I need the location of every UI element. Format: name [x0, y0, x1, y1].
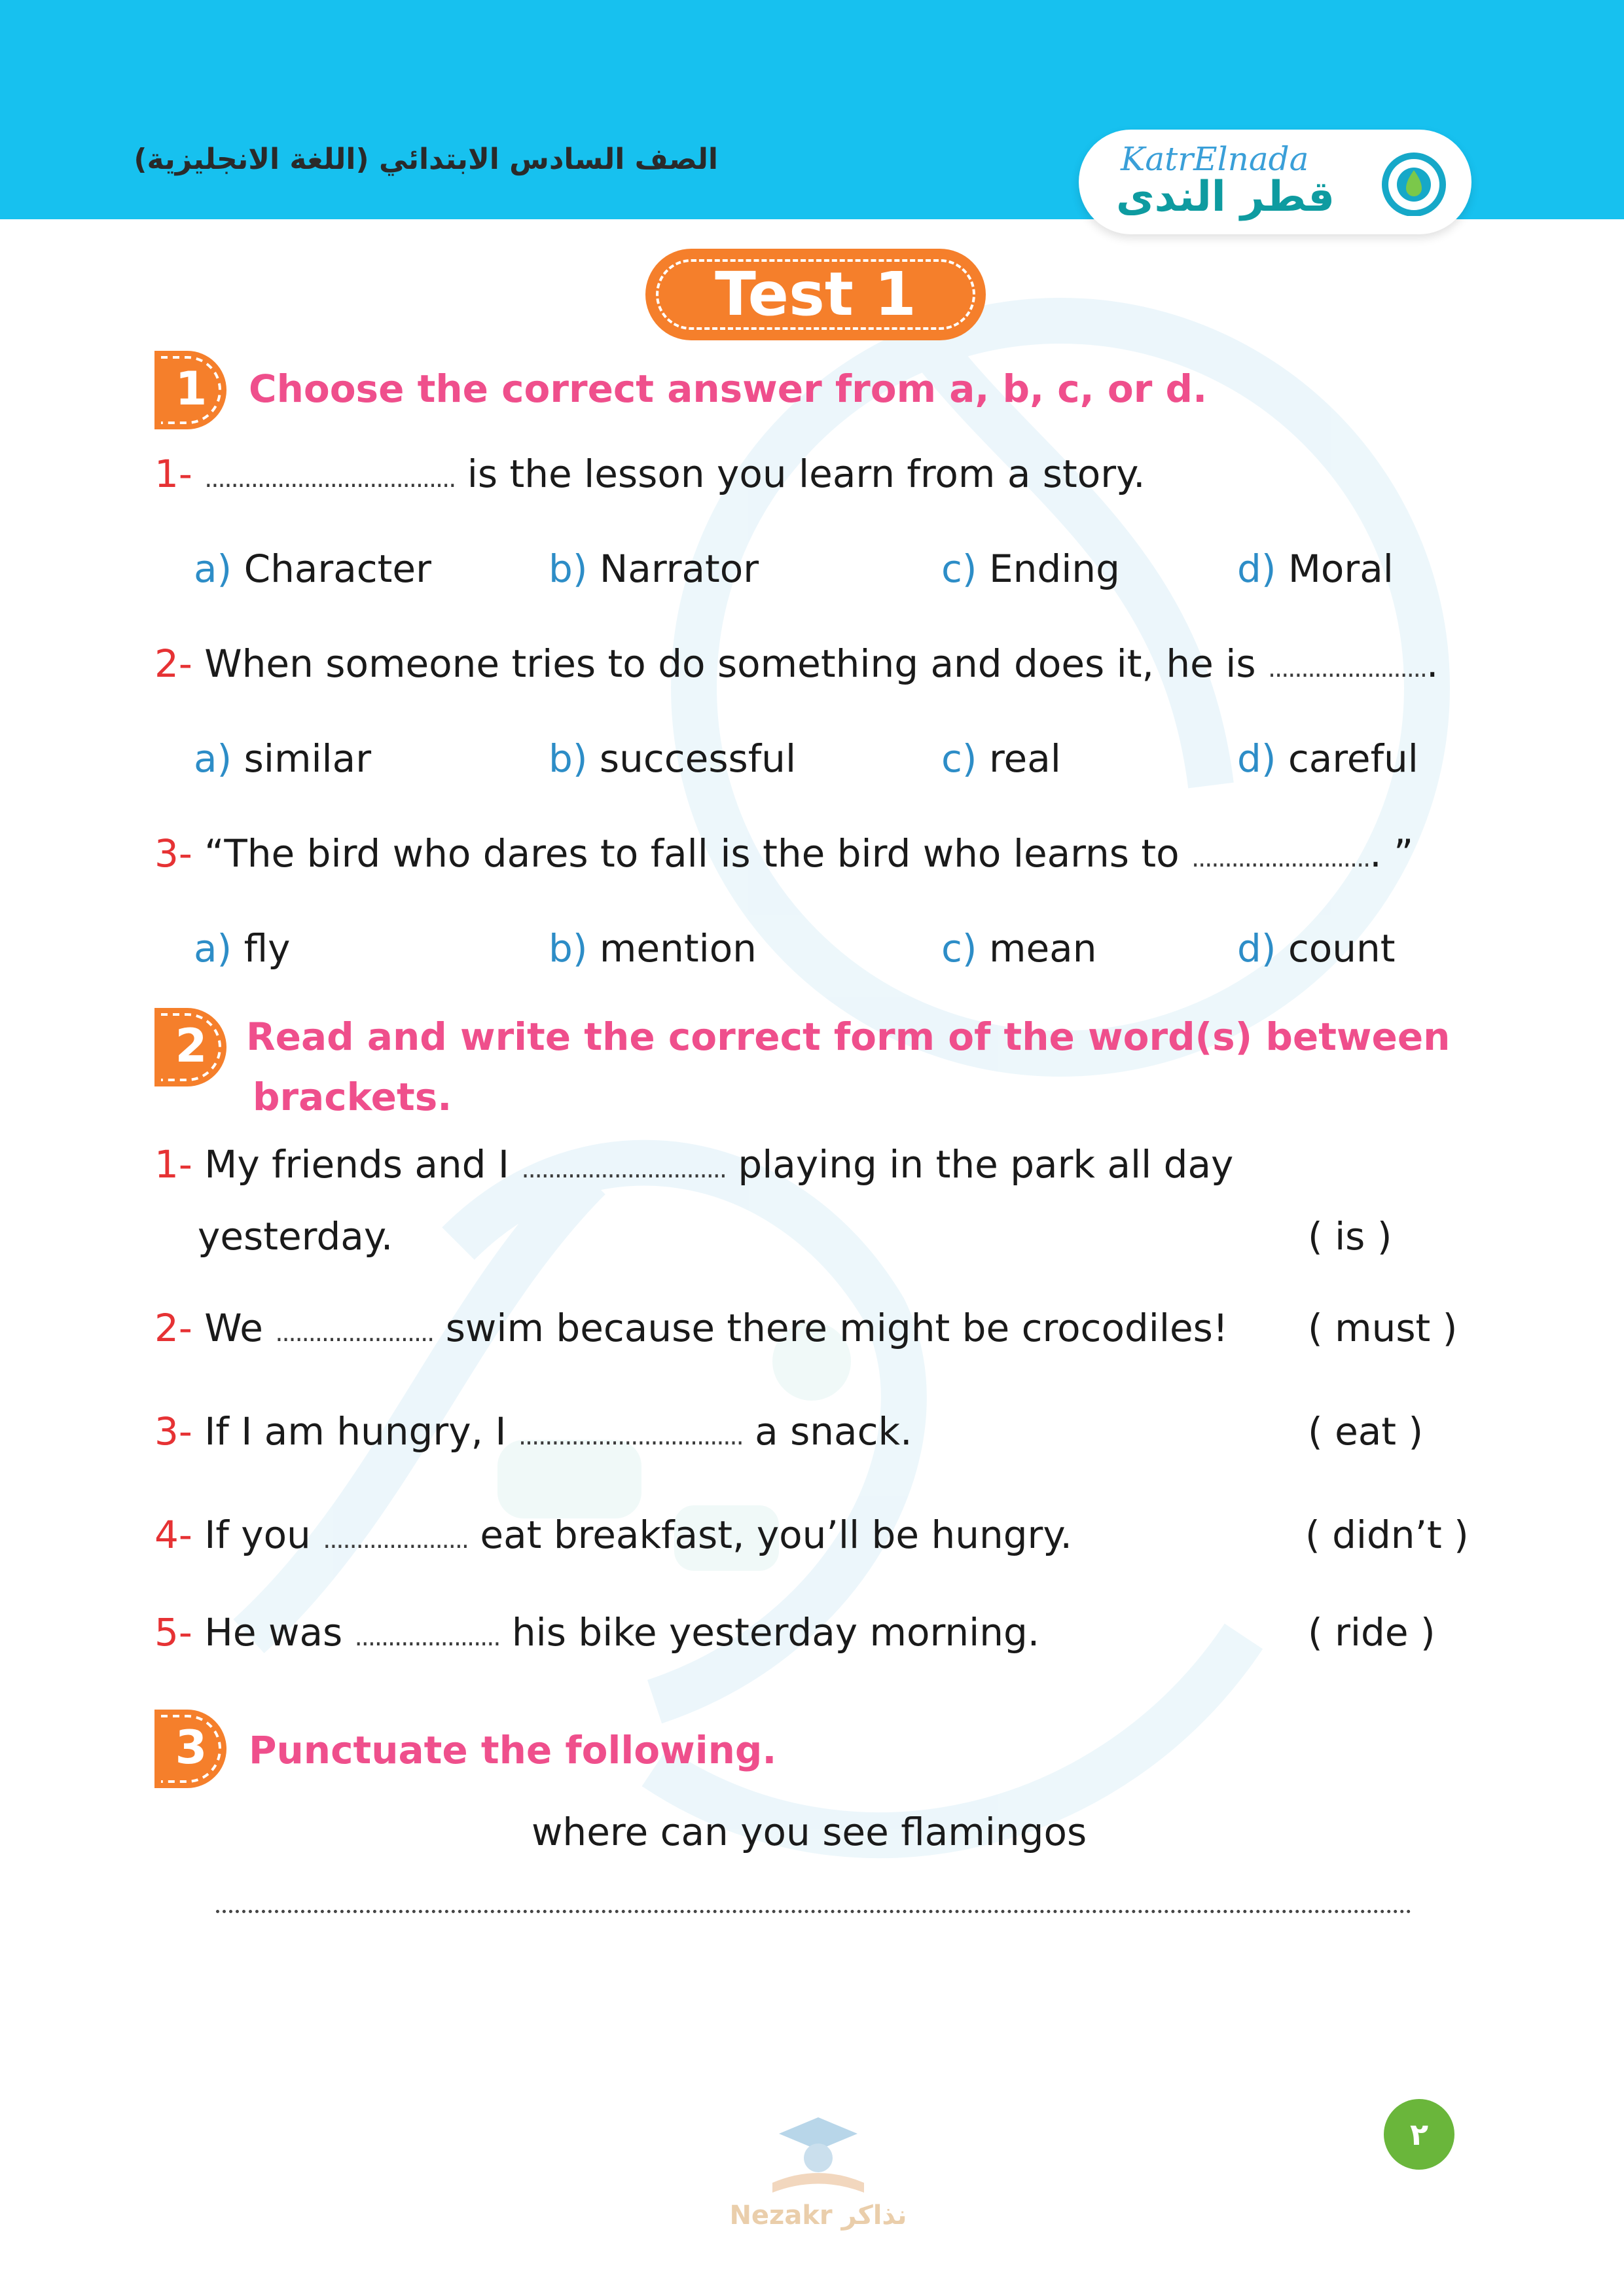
test-title: Test 1	[715, 259, 916, 329]
answer-blank[interactable]: ........................	[1268, 654, 1426, 683]
graduation-book-icon	[759, 2111, 877, 2202]
punctuate-sentence: where can you see flamingos	[532, 1810, 1087, 1854]
word-hint: ( is )	[1308, 1214, 1392, 1259]
option-a[interactable]: a) similar	[194, 736, 372, 781]
answer-blank[interactable]: ......................................	[204, 464, 456, 493]
logo-latin-text: KatrElnada	[1121, 140, 1309, 178]
option-d[interactable]: d) careful	[1237, 736, 1418, 781]
section-3-instruction: Punctuate the following.	[249, 1728, 777, 1772]
water-drop-icon	[1380, 148, 1448, 216]
s2-question-2: 2- We ........................ swim because there might be crocodiles!	[154, 1306, 1229, 1350]
section-2-instruction: Read and write the correct form of the word(s) between	[246, 1014, 1451, 1059]
s2-question-1: 1- My friends and I ............................... playing in the park all day	[154, 1142, 1234, 1187]
answer-line[interactable]	[216, 1910, 1411, 1913]
section-2-instruction-cont: brackets.	[253, 1075, 452, 1119]
word-hint: ( eat )	[1308, 1409, 1424, 1454]
section-3-number: 3	[175, 1721, 208, 1774]
footer-logo: Nezakr نذاكر	[729, 2200, 907, 2231]
question-number: 3-	[154, 831, 192, 876]
option-b[interactable]: b) Narrator	[549, 547, 759, 591]
option-d[interactable]: d) count	[1237, 926, 1396, 971]
option-a[interactable]: a) fly	[194, 926, 291, 971]
s2-question-1-cont: yesterday.	[198, 1214, 393, 1259]
word-hint: ( ride )	[1308, 1610, 1435, 1655]
s2-question-4: 4- If you ...................... eat breakfast, you’ll be hungry.	[154, 1513, 1072, 1557]
answer-blank[interactable]: ..................................	[518, 1422, 743, 1450]
option-c[interactable]: c) Ending	[941, 547, 1120, 591]
s2-question-3: 3- If I am hungry, I .................................. a snack.	[154, 1409, 912, 1454]
section-2-number: 2	[175, 1019, 208, 1073]
question-number: 2-	[154, 641, 192, 686]
answer-blank[interactable]: ........................	[275, 1318, 434, 1347]
logo-arabic-text: قطر الندى	[1116, 173, 1335, 221]
section-1-instruction: Choose the correct answer from a, b, c, or d.	[249, 367, 1208, 411]
header-title: الصف السادس الابتدائي (اللغة الانجليزية)	[134, 143, 718, 176]
answer-blank[interactable]: ...........................	[1191, 844, 1370, 872]
option-c[interactable]: c) real	[941, 736, 1061, 781]
page-number-badge: ٢	[1384, 2099, 1454, 2170]
answer-blank[interactable]: ......................	[354, 1623, 500, 1651]
option-c[interactable]: c) mean	[941, 926, 1097, 971]
answer-blank[interactable]: ...............................	[521, 1155, 726, 1183]
section-1-number: 1	[175, 362, 208, 416]
s1-question-1: 1- ...................................... is the lesson you learn from a story.	[154, 452, 1146, 496]
option-d[interactable]: d) Moral	[1237, 547, 1394, 591]
word-hint: ( didn’t )	[1305, 1513, 1469, 1557]
word-hint: ( must )	[1308, 1306, 1458, 1350]
s2-question-5: 5- He was ...................... his bike yesterday morning.	[154, 1610, 1040, 1655]
question-number: 1-	[154, 452, 192, 496]
answer-blank[interactable]: ......................	[323, 1525, 468, 1554]
s1-question-2: 2- When someone tries to do something and does it, he is .........................	[154, 641, 1439, 686]
option-b[interactable]: b) successful	[549, 736, 797, 781]
option-a[interactable]: a) Character	[194, 547, 431, 591]
option-b[interactable]: b) mention	[549, 926, 757, 971]
s1-question-3: 3- “The bird who dares to fall is the bird who learns to ............................ ”	[154, 831, 1414, 876]
